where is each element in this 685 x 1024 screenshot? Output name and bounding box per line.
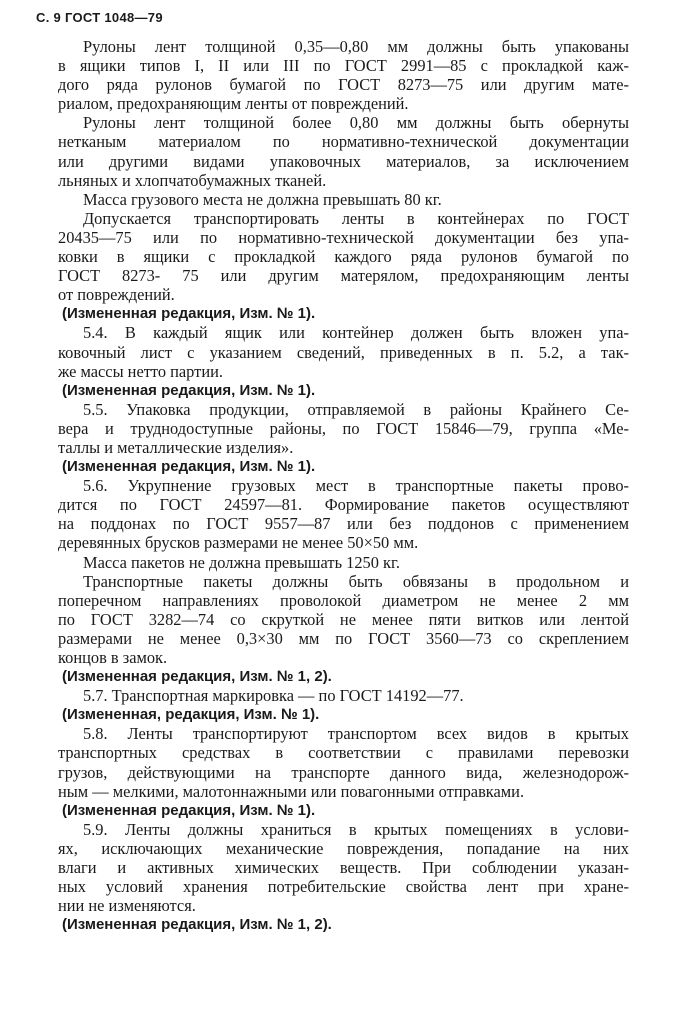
text-line: Рулоны лент толщиной 0,35—0,80 мм должны быть упакованы: [83, 37, 629, 56]
paragraph: [58, 553, 629, 572]
text-line: транспортных средствах в соответствии с правилами перевозки: [58, 743, 629, 763]
text-line: размерами не менее 0,3×30 мм по ГОСТ 3560—73 со скреплением: [58, 628, 629, 648]
paragraph: [58, 400, 629, 457]
text-line: ях, исключающих механические повреждения, попадание на них: [58, 838, 629, 858]
text-line: 5.8. Ленты транспортируют транспортом всех видов в крытых: [83, 724, 629, 744]
text-line: Рулоны лент толщиной более 0,80 мм должны быть обернуты: [83, 113, 629, 133]
text-line: льняных и хлопчатобумажных тканей.: [58, 170, 327, 190]
text-line: ным — мелкими, малотоннажными или повагонными отправками.: [58, 781, 525, 801]
text-line: Допускается транспортировать ленты в контейнерах по ГОСТ: [83, 208, 629, 228]
paragraph: [58, 209, 629, 304]
text-line: же массы нетто партии.: [58, 361, 223, 381]
text-line: нетканым материалом по нормативно-технической документации: [58, 132, 629, 152]
text-line: дится по ГОСТ 24597—81. Формирование пакетов осуществляют: [58, 495, 629, 515]
text-line: 5.7. Транспортная маркировка — по ГОСТ 14192—77.: [83, 686, 464, 706]
text-line: грузов, действующими на транспорте данного вида, железнодорож-: [58, 762, 629, 782]
text-line: ГОСТ 8273- 75 или другим матерялом, предохраняющим ленты: [58, 266, 629, 286]
text-line: влаги и активных химических веществ. При соблюдении указан-: [58, 858, 629, 878]
paragraph: [58, 323, 629, 380]
text-line: или другими видами упаковочных материалов, за исключением: [58, 151, 629, 171]
paragraph: [58, 686, 629, 705]
paragraph: [58, 37, 629, 113]
amendment-note: (Измененная редакция, Изм. № 1).: [62, 381, 316, 399]
paragraph: [58, 820, 629, 915]
text-line: дого ряда рулонов бумагой по ГОСТ 8273—75 или другим мате-: [58, 75, 629, 95]
amendment-note: (Измененная редакция, Изм. № 1).: [62, 305, 316, 323]
text-line: Транспортные пакеты должны быть обвязаны в продольном и: [83, 571, 629, 591]
paragraph: [58, 113, 629, 189]
text-line: нии не изменяются.: [58, 896, 196, 916]
text-line: на поддонах по ГОСТ 9557—87 или без поддонов с применением: [58, 514, 629, 534]
text-line: поперечном направлениях проволокой диаметром не менее 2 мм: [58, 590, 629, 610]
amendment-note: (Измененная, редакция, Изм. № 1).: [62, 706, 320, 724]
paragraph: [58, 476, 629, 552]
text-line: 5.4. В каждый ящик или контейнер должен быть вложен упа-: [83, 323, 629, 343]
text-line: вера и труднодоступные районы, по ГОСТ 15846—79, группа «Ме-: [58, 418, 629, 438]
text-line: Масса пакетов не должна превышать 1250 кг.: [83, 552, 400, 572]
text-line: в ящики типов I, II или III по ГОСТ 2991—85 с прокладкой каж-: [58, 56, 629, 76]
text-line: Масса грузового места не должна превышать 80 кг.: [83, 189, 442, 209]
text-line: по ГОСТ 3282—74 со скруткой не менее пяти витков или лентой: [58, 609, 629, 629]
amendment-note: (Измененная редакция, Изм. № 1, 2).: [62, 916, 332, 934]
text-line: таллы и металлические изделия».: [58, 437, 294, 457]
amendment-note: (Измененная редакция, Изм. № 1).: [62, 801, 316, 819]
page-header: С. 9 ГОСТ 1048—79: [36, 10, 163, 25]
paragraph: [58, 190, 629, 209]
amendment-note: (Измененная редакция, Изм. № 1).: [62, 458, 316, 476]
text-line: концов в замок.: [58, 648, 168, 667]
paragraph: [58, 724, 629, 800]
document-body: [58, 37, 629, 934]
amendment-note: (Измененная редакция, Изм. № 1, 2).: [62, 668, 332, 686]
text-line: от повреждений.: [58, 285, 175, 305]
text-line: риалом, предохраняющим ленты от повреждений.: [58, 94, 409, 114]
text-line: деревянных брусков размерами не менее 50×50 мм.: [58, 533, 419, 553]
text-line: ных условий хранения потребительские свойства лент при хране-: [58, 877, 629, 897]
text-line: 5.5. Упаковка продукции, отправляемой в районы Крайнего Се-: [83, 399, 629, 419]
text-line: 5.9. Ленты должны храниться в крытых помещениях в услови-: [83, 819, 629, 839]
text-line: 20435—75 или по нормативно-технической документации без упа-: [58, 227, 629, 247]
paragraph: [58, 572, 629, 667]
text-line: ковочный лист с указанием сведений, приведенных в п. 5.2, а так-: [58, 342, 629, 362]
text-line: 5.6. Укрупнение грузовых мест в транспортные пакеты прово-: [83, 476, 629, 496]
text-line: ковки в ящики с прокладкой каждого ряда рулонов бумагой по: [58, 247, 629, 267]
